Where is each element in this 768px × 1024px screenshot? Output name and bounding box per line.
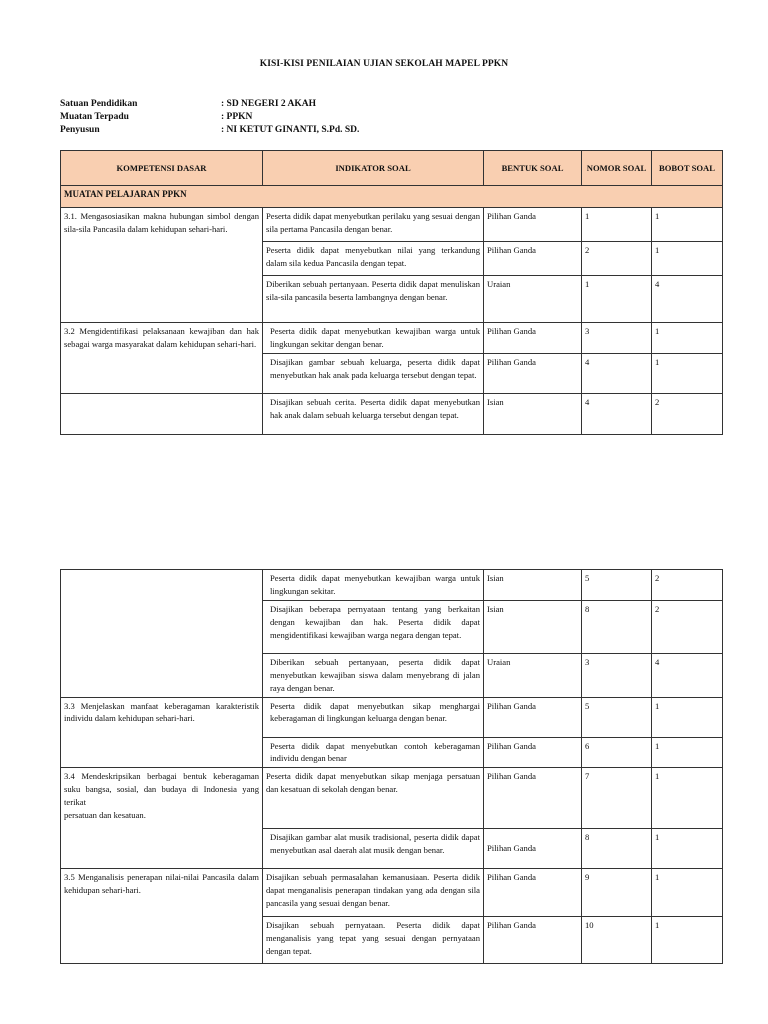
nomor-cell: 1 — [582, 276, 652, 323]
bentuk-cell: Isian — [484, 570, 582, 601]
indikator-cell: Disajikan gambar alat musik tradisional, peserta didik dapat menyebutkan asal daerah alat musik dengan benar. — [263, 829, 484, 869]
bobot-cell: 4 — [652, 276, 723, 323]
bobot-cell: 1 — [652, 917, 723, 964]
bobot-cell: 2 — [652, 600, 723, 653]
nomor-cell: 5 — [582, 570, 652, 601]
nomor-cell: 6 — [582, 737, 652, 768]
kd-cell: 3.1. Mengasosiasikan makna hubungan simbol dengan sila-sila Pancasila dalam kehidupan sehari-hari. — [61, 208, 263, 323]
bentuk-cell: Pilihan Ganda — [484, 697, 582, 737]
kd-cell-empty — [61, 393, 263, 434]
table-row — [61, 208, 723, 242]
bobot-cell: 1 — [652, 242, 723, 276]
bobot-cell: 1 — [652, 697, 723, 737]
indikator-cell: Peserta didik dapat menyebutkan contoh keberagaman individu dengan benar — [263, 737, 484, 768]
table-row — [61, 697, 723, 737]
indikator-cell: Peserta didik dapat menyebutkan kewajiban warga untuk lingkungan sekitar. — [263, 570, 484, 601]
bobot-cell: 1 — [652, 208, 723, 242]
bentuk-cell: Isian — [484, 600, 582, 653]
bobot-cell: 4 — [652, 653, 723, 697]
header-indikator-soal: INDIKATOR SOAL — [263, 151, 484, 186]
nomor-cell: 8 — [582, 829, 652, 869]
table-row — [61, 323, 723, 354]
table-row — [61, 768, 723, 829]
nomor-cell: 3 — [582, 653, 652, 697]
bentuk-cell: Isian — [484, 393, 582, 434]
meta-satuan-pendidikan — [60, 98, 359, 111]
bobot-cell: 1 — [652, 768, 723, 829]
table-row — [61, 393, 723, 434]
kd-cell — [61, 768, 263, 869]
indikator-cell: Disajikan sebuah cerita. Peserta didik dapat menyebutkan hak anak dalam sebuah keluarga tersebut dengan tepat. — [263, 393, 484, 434]
meta-value: : PPKN — [221, 112, 253, 122]
bentuk-cell: Pilihan Ganda — [484, 353, 582, 393]
nomor-cell: 1 — [582, 208, 652, 242]
nomor-cell: 4 — [582, 393, 652, 434]
nomor-cell: 10 — [582, 917, 652, 964]
indikator-cell: Disajikan sebuah permasalahan kemanusiaan. Peserta didik dapat menganalisis penerapan tindakan yang ada dengan sila pancasila yang sesuai dengan benar. — [263, 869, 484, 917]
header-kompetensi-dasar: KOMPETENSI DASAR — [61, 151, 263, 186]
bobot-cell: 1 — [652, 829, 723, 869]
bentuk-cell: Pilihan Ganda — [484, 242, 582, 276]
section-row — [61, 186, 723, 208]
indikator-cell: Disajikan gambar sebuah keluarga, peserta didik dapat menyebutkan hak anak pada keluarga tersebut dengan tepat. — [263, 353, 484, 393]
kd-text: 3.4 Mendeskripsikan berbagai bentuk keberagaman suku bangsa, sosial, dan budaya di Indonesia yang terikat — [64, 771, 259, 808]
meta-label: Muatan Terpadu — [60, 112, 129, 122]
bentuk-cell: Uraian — [484, 276, 582, 323]
bentuk-cell: Uraian — [484, 653, 582, 697]
meta-penyusun — [60, 124, 359, 137]
bobot-cell: 1 — [652, 353, 723, 393]
bobot-cell: 1 — [652, 323, 723, 354]
bentuk-cell: Pilihan Ganda — [484, 869, 582, 917]
bentuk-cell: Pilihan Ganda — [484, 917, 582, 964]
indikator-cell: Peserta didik dapat menyebutkan kewajiban warga untuk lingkungan sekitar dengan benar. — [263, 323, 484, 354]
table-row — [61, 869, 723, 917]
meta-label: Satuan Pendidikan — [60, 99, 138, 109]
kisi-kisi-table-page-1 — [60, 150, 723, 435]
indikator-cell: Peserta didik dapat menyebutkan sikap menjaga persatuan dan kesatuan di sekolah dengan benar. — [263, 768, 484, 829]
header-bobot-soal: BOBOT SOAL — [652, 151, 723, 186]
meta-muatan-terpadu — [60, 111, 359, 124]
kd-cell-empty — [61, 570, 263, 698]
bentuk-cell: Pilihan Ganda — [484, 208, 582, 242]
bentuk-cell: Pilihan Ganda — [484, 768, 582, 829]
indikator-cell: Diberikan sebuah pertanyaan, peserta didik dapat menyebutkan kewajiban siswa dalam menyebrang di jalan raya dengan benar. — [263, 653, 484, 697]
header-nomor-soal: NOMOR SOAL — [582, 151, 652, 186]
indikator-cell: Peserta didik dapat menyebutkan nilai yang terkandung dalam sila kedua Pancasila dengan tepat. — [263, 242, 484, 276]
bobot-cell: 2 — [652, 570, 723, 601]
indikator-cell: Disajikan beberapa pernyataan tentang yang berkaitan dengan kewajiban dan hak. Peserta didik dapat mengidentifikasi kewajiban warga negara dengan tepat. — [263, 600, 484, 653]
indikator-cell: Diberikan sebuah pertanyaan. Peserta didik dapat menuliskan sila-sila pancasila beserta lambangnya dengan benar. — [263, 276, 484, 323]
bobot-cell: 2 — [652, 393, 723, 434]
kisi-kisi-table-page-2 — [60, 569, 723, 964]
nomor-cell: 3 — [582, 323, 652, 354]
section-title: MUATAN PELAJARAN PPKN — [61, 186, 723, 208]
nomor-cell: 8 — [582, 600, 652, 653]
nomor-cell: 9 — [582, 869, 652, 917]
nomor-cell: 4 — [582, 353, 652, 393]
bobot-cell: 1 — [652, 869, 723, 917]
table-header-row — [61, 151, 723, 186]
indikator-cell: Peserta didik dapat menyebutkan perilaku yang sesuai dengan sila pertama Pancasila dengan benar. — [263, 208, 484, 242]
header-bentuk-soal: BENTUK SOAL — [484, 151, 582, 186]
bentuk-cell: Pilihan Ganda — [484, 829, 582, 869]
bentuk-cell: Pilihan Ganda — [484, 737, 582, 768]
nomor-cell: 7 — [582, 768, 652, 829]
indikator-cell: Disajikan sebuah pernyataan. Peserta didik dapat menganalisis yang tepat yang sesuai dengan pernyataan dengan tepat. — [263, 917, 484, 964]
table-row — [61, 570, 723, 601]
meta-label: Penyusun — [60, 125, 100, 135]
kd-text-continued: persatuan dan kesatuan. — [64, 810, 146, 821]
kd-cell: 3.3 Menjelaskan manfaat keberagaman karakteristik individu dalam kehidupan sehari-hari. — [61, 697, 263, 768]
kd-cell: 3.5 Menganalisis penerapan nilai-nilai Pancasila dalam kehidupan sehari-hari. — [61, 869, 263, 964]
document-meta — [60, 98, 359, 137]
bentuk-cell: Pilihan Ganda — [484, 323, 582, 354]
nomor-cell: 2 — [582, 242, 652, 276]
meta-value: : SD NEGERI 2 AKAH — [221, 99, 317, 109]
meta-value: : NI KETUT GINANTI, S.Pd. SD. — [221, 125, 360, 135]
bobot-cell: 1 — [652, 737, 723, 768]
kd-cell: 3.2 Mengidentifikasi pelaksanaan kewajiban dan hak sebagai warga masyarakat dalam kehidupan sehari-hari. — [61, 323, 263, 394]
document-title: KISI-KISI PENILAIAN UJIAN SEKOLAH MAPEL PPKN — [259, 59, 509, 69]
indikator-cell: Peserta didik dapat menyebutkan sikap menghargai keberagaman di lingkungan keluarga dengan benar. — [263, 697, 484, 737]
nomor-cell: 5 — [582, 697, 652, 737]
